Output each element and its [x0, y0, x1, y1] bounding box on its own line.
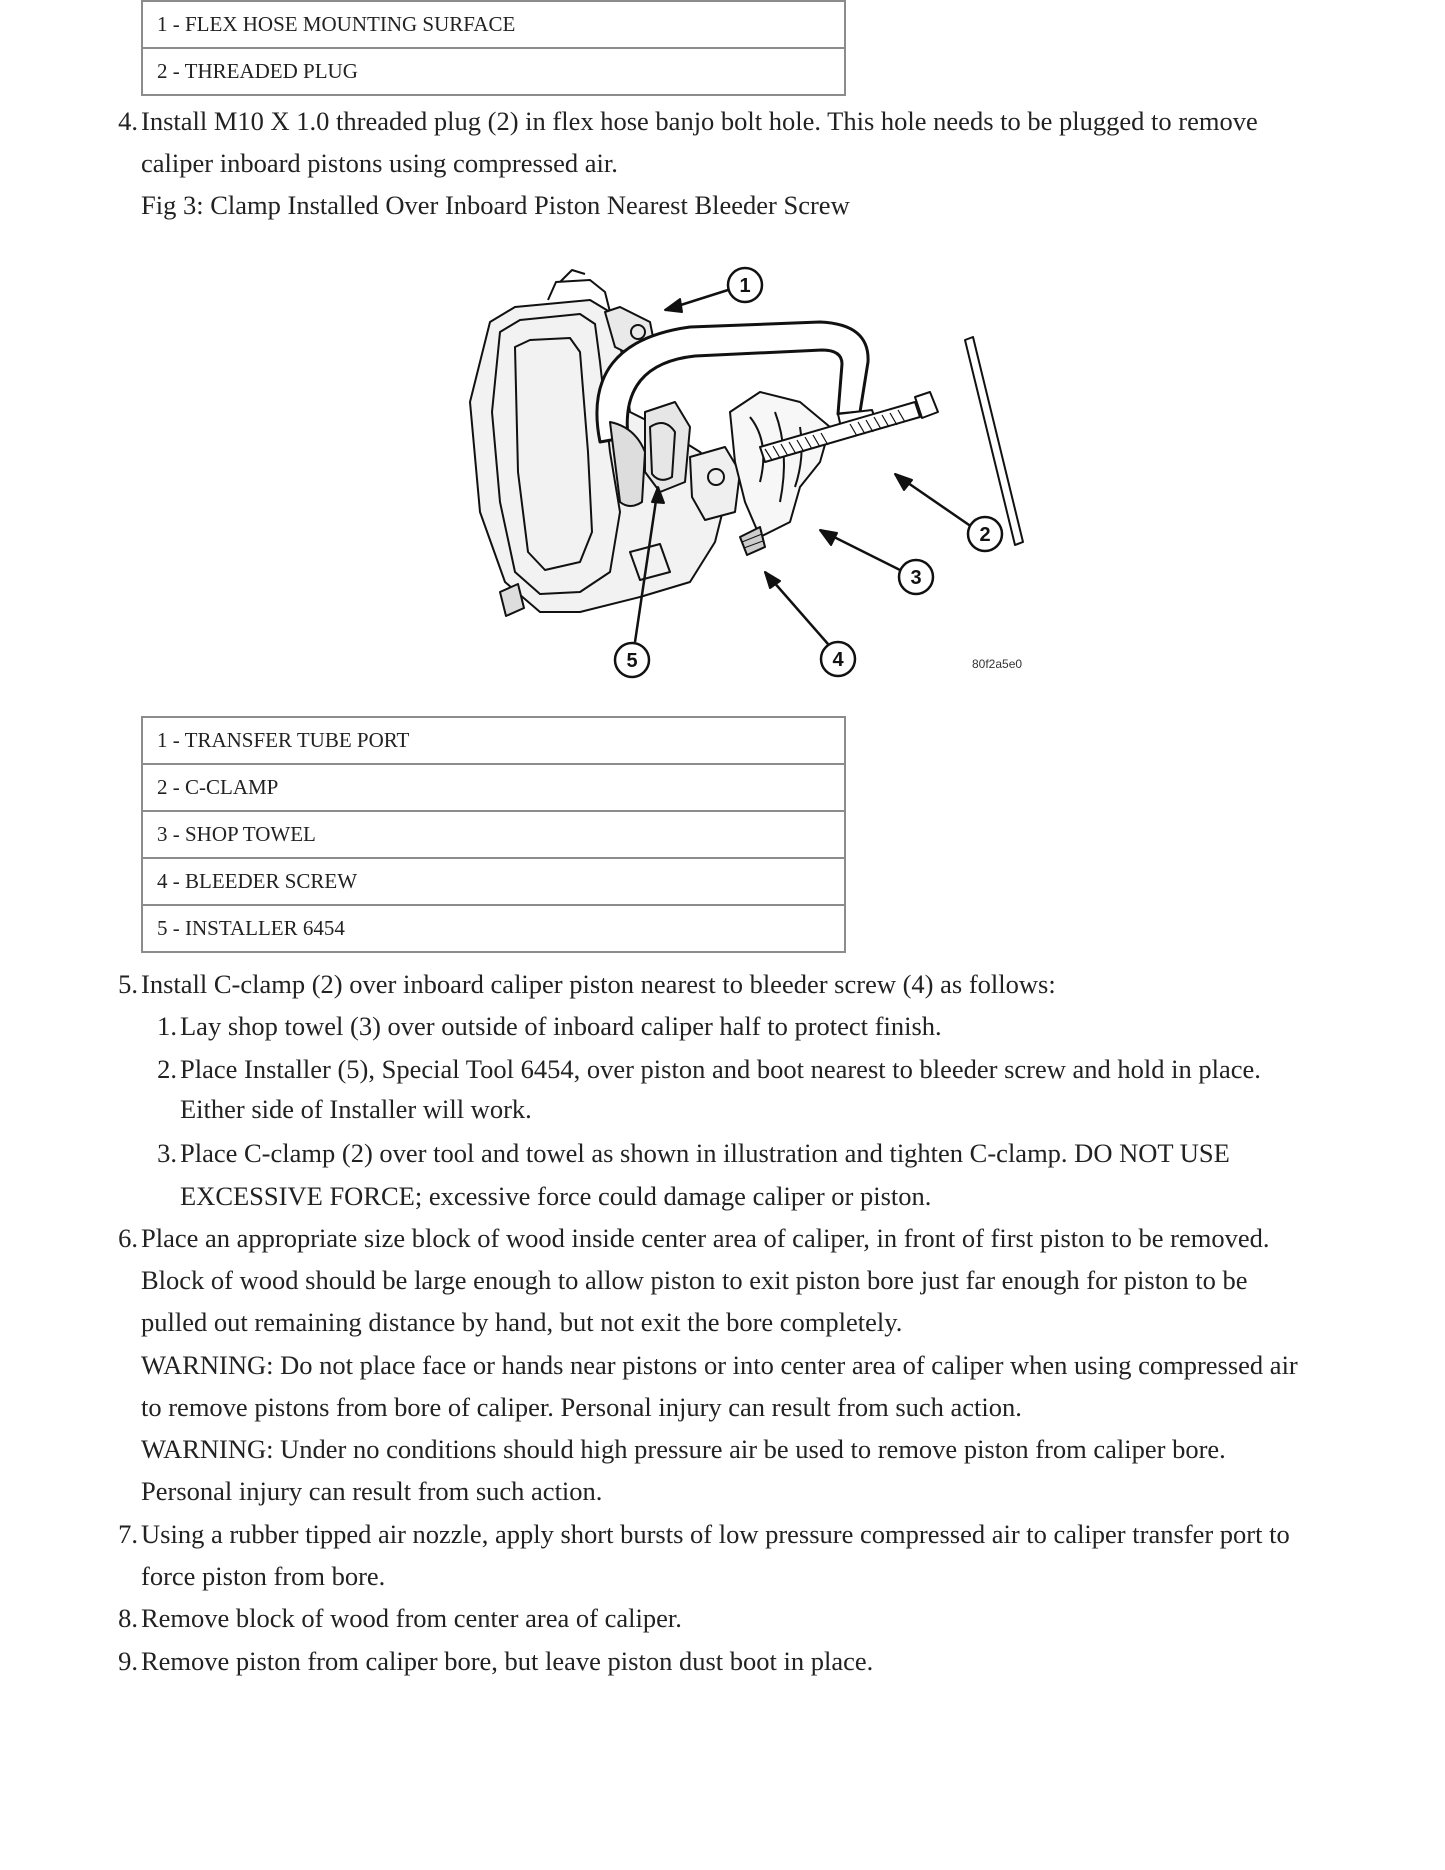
- step-6-text-line3: pulled out remaining distance by hand, but not exit the bore completely.: [141, 1307, 903, 1337]
- substep-2-text-line1: Place Installer (5), Special Tool 6454, over piston and boot nearest to bleeder screw and hold in place.: [180, 1054, 1261, 1084]
- legend-cell: 5 - INSTALLER 6454: [142, 905, 845, 952]
- callout-2: 2: [979, 524, 991, 546]
- table-row: [142, 905, 845, 952]
- step-6-text-line2: Block of wood should be large enough to allow piston to exit piston bore just far enough for piston to be: [141, 1265, 1248, 1295]
- substep-1-number: 1.: [157, 1011, 177, 1041]
- callout-3: 3: [910, 567, 922, 589]
- warning-2-line2: Personal injury can result from such action.: [141, 1476, 603, 1506]
- substep-1-text: Lay shop towel (3) over outside of inboard caliper half to protect finish.: [180, 1011, 942, 1041]
- warning-2-line1: WARNING: Under no conditions should high pressure air be used to remove piston from caliper bore.: [141, 1434, 1226, 1464]
- legend-cell: 3 - SHOP TOWEL: [142, 811, 845, 858]
- warning-1-line2: to remove pistons from bore of caliper. Personal injury can result from such action.: [141, 1392, 1022, 1422]
- step-5-number: 5.: [118, 969, 138, 999]
- step-6-number: 6.: [118, 1223, 138, 1253]
- step-4-text-line1: Install M10 X 1.0 threaded plug (2) in flex hose banjo bolt hole. This hole needs to be plugged to remove: [141, 106, 1258, 136]
- table-row: [142, 858, 845, 905]
- table-row: [142, 48, 845, 95]
- step-9-number: 9.: [118, 1646, 138, 1676]
- table-row: [142, 1, 845, 48]
- step-9-text: Remove piston from caliper bore, but leave piston dust boot in place.: [141, 1646, 874, 1676]
- step-7-text-line2: force piston from bore.: [141, 1561, 386, 1591]
- legend-cell: 1 - FLEX HOSE MOUNTING SURFACE: [142, 1, 845, 48]
- figure-code: 80f2a5e0: [972, 657, 1023, 671]
- caliper-clamp-illustration: [460, 252, 1060, 682]
- callout-4: 4: [832, 649, 844, 671]
- figure-caption: Fig 3: Clamp Installed Over Inboard Piston Nearest Bleeder Screw: [141, 190, 850, 220]
- table-row: [142, 717, 845, 764]
- callout-1: 1: [739, 275, 751, 297]
- step-7-text-line1: Using a rubber tipped air nozzle, apply short bursts of low pressure compressed air to caliper transfer port to: [141, 1519, 1290, 1549]
- step-7-number: 7.: [118, 1519, 138, 1549]
- table-row: [142, 764, 845, 811]
- step-8-text: Remove block of wood from center area of caliper.: [141, 1603, 682, 1633]
- step-8-number: 8.: [118, 1603, 138, 1633]
- substep-3-text-line1: Place C-clamp (2) over tool and towel as shown in illustration and tighten C-clamp. DO NOT USE: [180, 1138, 1230, 1168]
- legend-cell: 2 - THREADED PLUG: [142, 48, 845, 95]
- caliper-clamp-figure: [460, 252, 1060, 682]
- substep-3-text-line2: EXCESSIVE FORCE; excessive force could damage caliper or piston.: [180, 1181, 932, 1211]
- callout-5: 5: [626, 650, 638, 672]
- substep-3-number: 3.: [157, 1138, 177, 1168]
- legend-table-clamp: [141, 716, 846, 953]
- step-4-text-line2: caliper inboard pistons using compressed air.: [141, 148, 618, 178]
- substep-2-text-line2: Either side of Installer will work.: [180, 1094, 532, 1124]
- warning-1-line1: WARNING: Do not place face or hands near pistons or into center area of caliper when using compressed air: [141, 1350, 1298, 1380]
- legend-cell: 1 - TRANSFER TUBE PORT: [142, 717, 845, 764]
- legend-cell: 2 - C-CLAMP: [142, 764, 845, 811]
- table-row: [142, 811, 845, 858]
- step-6-text-line1: Place an appropriate size block of wood inside center area of caliper, in front of first piston to be removed.: [141, 1223, 1270, 1253]
- step-4-number: 4.: [118, 106, 138, 136]
- step-5-text: Install C-clamp (2) over inboard caliper piston nearest to bleeder screw (4) as follows:: [141, 969, 1056, 999]
- legend-table-plug: [141, 0, 846, 96]
- substep-2-number: 2.: [157, 1054, 177, 1084]
- legend-cell: 4 - BLEEDER SCREW: [142, 858, 845, 905]
